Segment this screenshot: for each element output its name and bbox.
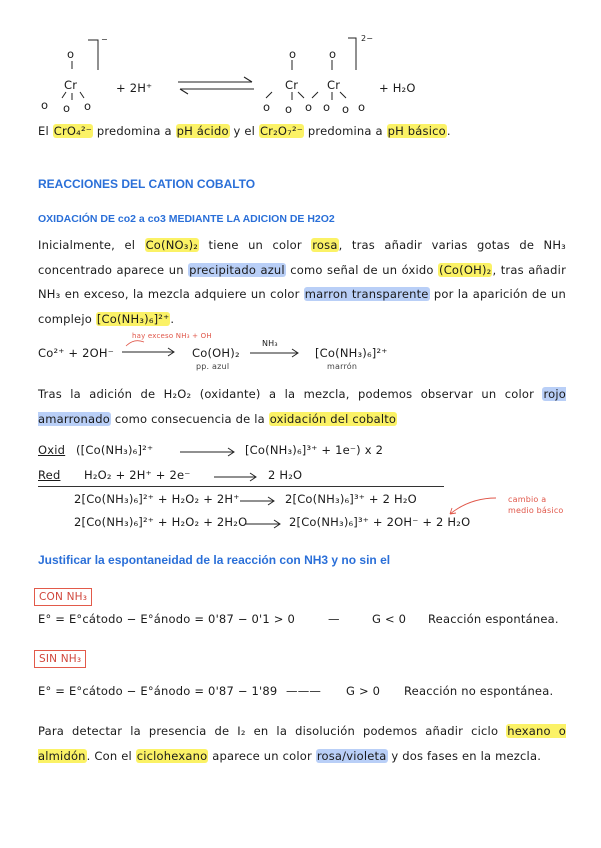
con-result: Reacción espontánea. xyxy=(428,612,559,626)
reaction-arrow xyxy=(248,346,304,360)
reaction-arrow xyxy=(212,471,262,483)
dichromate-oxygen: o xyxy=(342,102,350,116)
dichromate-top-oxygen: o xyxy=(329,47,337,61)
dichromate-structure-lines xyxy=(258,34,368,114)
highlight-acid-ph: pH ácido xyxy=(176,124,229,138)
sum-divider xyxy=(38,486,444,487)
chromate-reagent: + 2H⁺ xyxy=(116,81,153,95)
chromate-oxygen: o xyxy=(63,101,71,115)
reaction-arrow xyxy=(244,518,286,530)
dichromate-top-oxygen: o xyxy=(289,47,297,61)
brown-note: marrón xyxy=(327,362,358,371)
annotation-arrow xyxy=(440,494,500,522)
chromate-charge: − xyxy=(101,35,108,44)
dichromate-oxygen: o xyxy=(263,100,271,114)
co-complex: [Co(NH₃)₆]²⁺ xyxy=(315,346,388,360)
reduction-label: Red xyxy=(38,468,61,482)
dichromate-oxygen: o xyxy=(305,100,313,114)
sum-right: 2[Co(NH₃)₆]³⁺ + 2 H₂O xyxy=(285,492,417,506)
sin-dash: ——— xyxy=(286,684,322,698)
sum-left: 2[Co(NH₃)₆]²⁺ + H₂O₂ + 2H⁺ xyxy=(74,492,240,506)
basic-left: 2[Co(NH₃)₆]²⁺ + H₂O₂ + 2H₂O xyxy=(74,515,248,529)
oxidation-paragraph: Tras la adición de H₂O₂ (oxidante) a la mezcla, podemos observar un color rojo amarronado como consecuencia de la oxidación del cobalto xyxy=(38,387,566,426)
chromate-oxygen: o xyxy=(84,99,92,113)
sin-potential-equation: E° = E°cátodo − E°ánodo = 0'87 − 1'89 xyxy=(38,684,278,698)
highlight-basic-ph: pH básico xyxy=(387,124,446,138)
chromate-cr: Cr xyxy=(64,78,78,92)
reduction-left: H₂O₂ + 2H⁺ + 2e⁻ xyxy=(84,468,191,482)
dichromate-oxygen: o xyxy=(285,102,293,116)
excess-note: hay exceso NH₃ + OH xyxy=(132,332,212,340)
sin-gibbs: G > 0 xyxy=(346,684,381,698)
ammonia-arrow-label: NH₃ xyxy=(262,339,278,348)
reaction-arrow xyxy=(238,495,280,507)
chromate-oxygen: o xyxy=(41,98,49,112)
equilibrium-arrow xyxy=(176,75,256,97)
justify-title: Justificar la espontaneidad de la reacción con NH3 y no sin el xyxy=(38,553,391,567)
reaction-arrow xyxy=(120,336,180,360)
dichromate-product: + H₂O xyxy=(379,81,416,95)
highlight-dichromate: Cr₂O₇²⁻ xyxy=(259,124,304,138)
cobalt-paragraph: Inicialmente, el Co(NO₃)₂ tiene un color rosa, tras añadir varias gotas de NH₃ concentrado aparece un precipitado azul como señal de un óxido (Co(OH)₂, tras añadir NH₃ en exceso, la mezcla adquiere un color marron transparente por la aparición de un complejo [Co(NH₃)₆]²⁺. xyxy=(38,238,566,326)
con-gibbs: G < 0 xyxy=(372,612,407,626)
blue-precipitate-note: pp. azul xyxy=(196,362,230,371)
dichromate-oxygen: o xyxy=(358,100,366,114)
dichromate-cr: Cr xyxy=(327,78,341,92)
oxidation-label: Oxid xyxy=(38,443,66,457)
chromate-sentence: El CrO₄²⁻ predomina a pH ácido y el Cr₂O₇²⁻ predomina a pH básico. xyxy=(38,124,451,138)
basic-right: 2[Co(NH₃)₆]³⁺ + 2OH⁻ + 2 H₂O xyxy=(289,515,471,529)
highlight-chromate: CrO₄²⁻ xyxy=(53,124,93,138)
dichromate-cr: Cr xyxy=(285,78,299,92)
oxidation-left: ([Co(NH₃)₆]²⁺ xyxy=(76,443,154,457)
section-title: REACCIONES DEL CATION COBALTO xyxy=(38,177,256,191)
basic-medium-note: cambio a medio básico xyxy=(508,495,564,515)
reaction-arrow xyxy=(178,446,240,458)
iodine-paragraph: Para detectar la presencia de I₂ en la disolución podemos añadir ciclo hexano o almidón. Con el ciclohexano aparece un color rosa/violeta y dos fases en la mezcla. xyxy=(38,724,566,763)
dichromate-oxygen: o xyxy=(323,100,331,114)
chromate-top-oxygen: o xyxy=(67,47,75,61)
dichromate-charge: 2− xyxy=(361,34,374,43)
sin-result: Reacción no espontánea. xyxy=(404,684,554,698)
con-nh3-label: CON NH₃ xyxy=(34,588,92,606)
reduction-right: 2 H₂O xyxy=(268,468,303,482)
co-reactants: Co²⁺ + 2OH⁻ xyxy=(38,346,114,360)
sin-nh3-label: SIN NH₃ xyxy=(34,650,86,668)
con-dash: — xyxy=(328,612,340,626)
co-hydroxide: Co(OH)₂ xyxy=(192,346,240,360)
subsection-title: OXIDACIÓN DE co2 a co3 MEDIANTE LA ADICION DE H2O2 xyxy=(38,213,335,225)
oxidation-right: [Co(NH₃)₆]³⁺ + 1e⁻) x 2 xyxy=(245,443,384,457)
con-potential-equation: E° = E°cátodo − E°ánodo = 0'87 − 0'1 > 0 xyxy=(38,612,295,626)
